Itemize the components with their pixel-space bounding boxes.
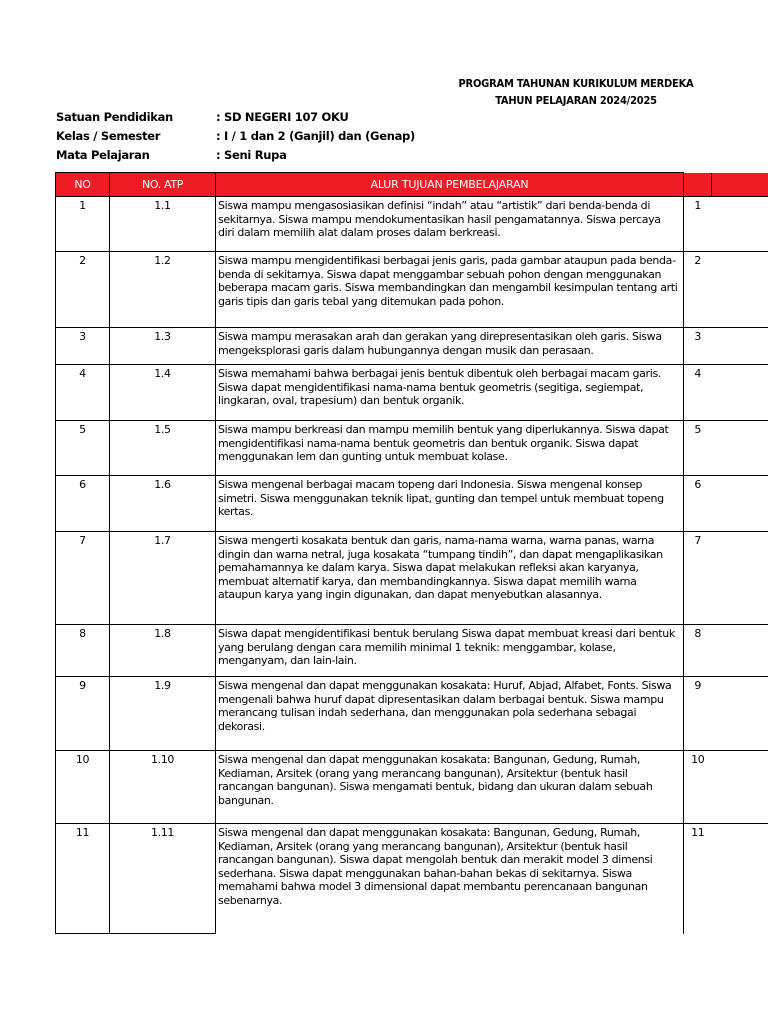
blank-cell (712, 677, 768, 751)
atp-number: 1.1 (110, 197, 216, 252)
row-reference: 5 (684, 421, 712, 476)
atp-number: 1.7 (110, 532, 216, 625)
blank-cell (712, 824, 768, 934)
atp-number: 1.10 (110, 751, 216, 824)
table-row (56, 532, 768, 625)
table-row (56, 365, 768, 421)
blank-cell (712, 625, 768, 677)
atp-number: 1.9 (110, 677, 216, 751)
learning-goal-text: Siswa dapat mengidentifikasi bentuk berulang Siswa dapat membuat kreasi dari bentuk yang berulang dengan cara memilih minimal 1 teknik: menggambar, kolase, menganyam, dan lain-lain. (216, 625, 684, 677)
meta-class-value: : I / 1 dan 2 (Ganjil) dan (Genap) (216, 129, 415, 143)
atp-number: 1.6 (110, 476, 216, 532)
row-reference: 4 (684, 365, 712, 421)
header-no-atp: NO. ATP (110, 173, 216, 197)
atp-number: 1.5 (110, 421, 216, 476)
row-number: 10 (56, 751, 110, 824)
table-row (56, 677, 768, 751)
row-reference: 7 (684, 532, 712, 625)
atp-number: 1.11 (110, 824, 216, 934)
meta-school-label: Satuan Pendidikan (56, 110, 173, 124)
learning-goal-text: Siswa mengenal dan dapat menggunakan kosakata: Bangunan, Gedung, Rumah, Kediaman, Arsitek (orang yang merancang bangunan), Arsitektur (bentuk hasil rancangan bangunan). Siswa mengamati bentuk, bidang dan ukuran dalam sebuah bangunan. (216, 751, 684, 824)
table-row (56, 751, 768, 824)
table-row (56, 476, 768, 532)
blank-cell (712, 532, 768, 625)
row-number: 5 (56, 421, 110, 476)
table-row (56, 625, 768, 677)
row-reference: 2 (684, 252, 712, 328)
row-number: 4 (56, 365, 110, 421)
meta-class-label: Kelas / Semester (56, 129, 161, 143)
blank-cell (712, 751, 768, 824)
meta-school-value: : SD NEGERI 107 OKU (216, 110, 349, 124)
academic-year-title: TAHUN PELAJARAN 2024/2025 (495, 94, 657, 107)
meta-subject-value: : Seni Rupa (216, 148, 287, 162)
learning-goal-text: Siswa mengerti kosakata bentuk dan garis, nama-nama warna, warna panas, warna dingin dan warna netral, juga kosakata “tumpang tindih”, dan dapat mengaplikasikan pemahamannya ke dalam karya. Siswa dapat melakukan refleksi akan karyanya, membuat alternatif karya, dan membandingkannya. Siswa dapat memilih warna ataupun karya yang ingin digunakan, dan dapat menyebutkan alasannya. (216, 532, 684, 625)
blank-cell (712, 476, 768, 532)
table-row (56, 421, 768, 476)
row-reference: 9 (684, 677, 712, 751)
atp-number: 1.3 (110, 328, 216, 365)
learning-goal-text: Siswa mengenal berbagai macam topeng dari Indonesia. Siswa mengenal konsep simetri. Siswa menggunakan teknik lipat, gunting dan tempel untuk membuat topeng kertas. (216, 476, 684, 532)
learning-goal-text: Siswa mampu mengidentifikasi berbagai jenis garis, pada gambar ataupun pada benda-benda di sekitarnya. Siswa dapat menggambar sebuah pohon dengan menggunakan beberapa macam garis. Siswa membandingkan dan mengambil kesimpulan tentang arti garis tipis dan garis tebal yang ditemukan pada pohon. (216, 252, 684, 328)
header-no: NO (56, 173, 110, 197)
row-number: 2 (56, 252, 110, 328)
row-reference: 10 (684, 751, 712, 824)
atp-number: 1.8 (110, 625, 216, 677)
atp-number: 1.4 (110, 365, 216, 421)
table-row (56, 252, 768, 328)
row-number: 9 (56, 677, 110, 751)
learning-goal-text: Siswa mampu mengasosiasikan definisi “indah” atau “artistik” dari benda-benda di sekitarnya. Siswa mampu mendokumentasikan hasil pengamatannya. Siswa percaya diri dalam memilih alat dalam proses dalam berkreasi. (216, 197, 684, 252)
blank-cell (712, 197, 768, 252)
row-reference: 3 (684, 328, 712, 365)
blank-cell (712, 328, 768, 365)
learning-goals-table (55, 172, 768, 934)
table-row (56, 328, 768, 365)
header-blank (684, 173, 712, 197)
row-reference: 11 (684, 824, 712, 934)
row-number: 11 (56, 824, 110, 934)
learning-goal-text: Siswa mengenal dan dapat menggunakan kosakata: Huruf, Abjad, Alfabet, Fonts. Siswa mengenali bahwa huruf dapat dipresentasikan dalam berbagai bentuk. Siswa mampu merancang tulisan indah sederhana, dan menggunakan pola sederhana sebagai dekorasi. (216, 677, 684, 751)
header-alur: ALUR TUJUAN PEMBELAJARAN (216, 173, 684, 197)
row-number: 1 (56, 197, 110, 252)
learning-goal-text: Siswa mampu merasakan arah dan gerakan yang direpresentasikan oleh garis. Siswa mengeksplorasi garis dalam hubungannya dengan musik dan perasaan. (216, 328, 684, 365)
learning-goal-text: Siswa memahami bahwa berbagai jenis bentuk dibentuk oleh berbagai macam garis. Siswa dapat mengidentifikasi nama-nama bentuk geometris (segitiga, segiempat, lingkaran, oval, trapesium) dan bentuk organik. (216, 365, 684, 421)
table-row (56, 197, 768, 252)
learning-goal-text: Siswa mengenal dan dapat menggunakan kosakata: Bangunan, Gedung, Rumah, Kediaman, Arsitek (orang yang merancang bangunan), Arsitektur (bentuk hasil rancangan bangunan). Siswa dapat mengolah bentuk dan merakit model 3 dimensi sederhana. Siswa dapat menggunakan bahan-bahan bekas di sekitarnya. Siswa memahami bahwa model 3 dimensional dapat membantu perencanaan bangunan sebenarnya. (216, 824, 684, 934)
table-row (56, 824, 768, 934)
row-number: 8 (56, 625, 110, 677)
blank-cell (712, 365, 768, 421)
row-number: 7 (56, 532, 110, 625)
blank-cell (712, 252, 768, 328)
row-reference: 6 (684, 476, 712, 532)
table-header-row (56, 173, 768, 197)
row-reference: 8 (684, 625, 712, 677)
meta-subject-label: Mata Pelajaran (56, 148, 150, 162)
header-blank-2 (712, 173, 768, 197)
row-number: 6 (56, 476, 110, 532)
row-number: 3 (56, 328, 110, 365)
document-title: PROGRAM TAHUNAN KURIKULUM MERDEKA (458, 77, 694, 90)
learning-goal-text: Siswa mampu berkreasi dan mampu memilih bentuk yang diperlukannya. Siswa dapat mengidentifikasi nama-nama bentuk geometris dan bentuk organik. Siswa dapat menggunakan lem dan gunting untuk membuat kolase. (216, 421, 684, 476)
blank-cell (712, 421, 768, 476)
atp-number: 1.2 (110, 252, 216, 328)
row-reference: 1 (684, 197, 712, 252)
